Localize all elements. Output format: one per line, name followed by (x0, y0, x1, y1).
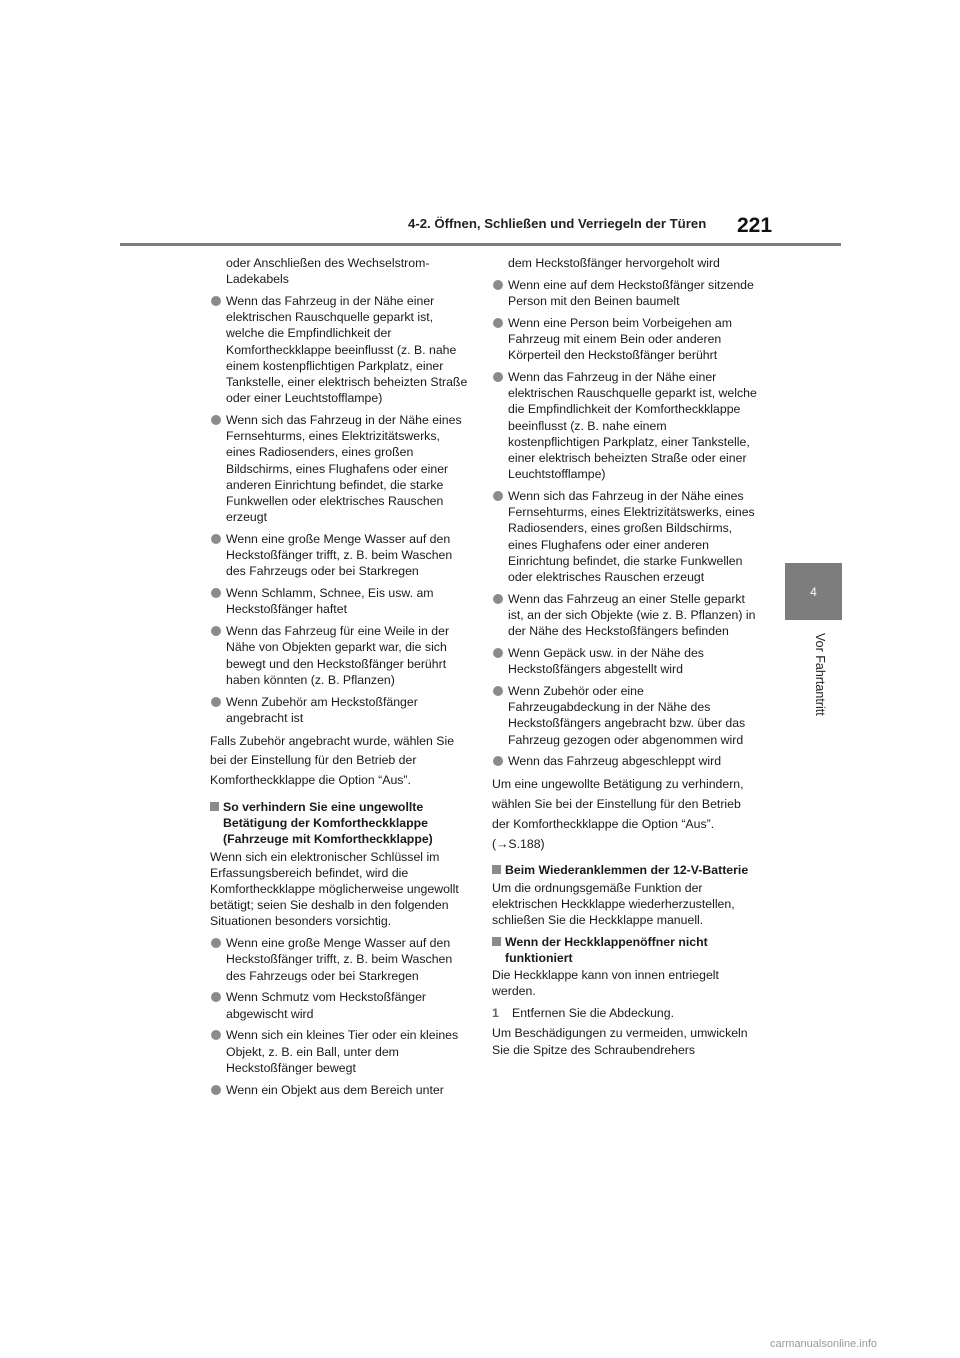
list-item: Wenn sich ein kleines Tier oder ein kleines Objekt, z. B. ein Ball, unter dem Heckstoßfänger bewegt (210, 1027, 472, 1076)
list-item: Wenn Zubehör oder eine Fahrzeugabdeckung in der Nähe des Heckstoßfängers angebracht bzw. über das Fahrzeug gezogen oder abgenommen wird (492, 683, 757, 748)
list-item: Wenn das Fahrzeug für eine Weile in der Nähe von Objekten geparkt war, die sich bewegt und den Heckstoßfänger berührt haben könnten (z. B. Pflanzen) (210, 623, 472, 688)
chapter-label: Vor Fahrtantritt (813, 633, 827, 716)
chapter-tab: 4 (785, 563, 842, 620)
header-divider (120, 243, 841, 246)
step-item: 1 Entfernen Sie die Abdeckung. (492, 1006, 675, 1021)
list-item: Wenn das Fahrzeug in der Nähe einer elektrischen Rauschquelle geparkt ist, welche die Empfindlichkeit der Komfortheckklappe beeinflusst (z. B. nahe einem kostenpflichtigen Parkplatz, einer Tankstelle, einer elektrisch beheizten Straße oder einer Leuchtstofflampe) (492, 369, 757, 482)
bullet-icon (493, 648, 503, 658)
list-item: Wenn Gepäck usw. in der Nähe des Heckstoßfängers abgestellt wird (492, 645, 757, 677)
list-item: Wenn ein Objekt aus dem Bereich unter (210, 1082, 472, 1098)
bullet-icon (493, 491, 503, 501)
square-bullet-icon (492, 937, 501, 946)
subheading: Wenn der Heckklappenöffner nicht funktioniert (492, 934, 757, 966)
continued-item: oder Anschließen des Wechselstrom-Ladekabels (226, 256, 430, 287)
list-item: Wenn das Fahrzeug an einer Stelle geparkt ist, an der sich Objekte (wie z. B. Pflanzen) in der Nähe des Heckstoßfängers befinden (492, 591, 757, 640)
list-item: Wenn Schlamm, Schnee, Eis usw. am Heckstoßfänger haftet (210, 585, 472, 617)
list-item: Wenn sich das Fahrzeug in der Nähe eines Fernsehturms, eines Elektrizitätswerks, eines Radiosenders, eines großen Bildschirms, eines Flughafens oder einer anderen Einrichtung befindet, die starke Funkwellen oder elektrisches Rauschen erzeugt (492, 488, 757, 585)
list-item: Wenn eine große Menge Wasser auf den Heckstoßfänger trifft, z. B. beim Waschen des Fahrzeugs oder bei Starkregen (210, 935, 472, 984)
square-bullet-icon (492, 865, 501, 874)
continued-item: dem Heckstoßfänger hervorgeholt wird (508, 256, 720, 270)
paragraph: Die Heckklappe kann von innen entriegelt werden. (492, 968, 719, 999)
right-column (492, 255, 757, 1063)
bullet-icon (211, 588, 221, 598)
bullet-icon (493, 280, 503, 290)
step-number: 1 (492, 1006, 499, 1021)
list-item: Wenn sich das Fahrzeug in der Nähe eines Fernsehturms, eines Elektrizitätswerks, eines Radiosenders, eines großen Bildschirms, eines Flughafens oder einer anderen Einrichtung befindet, die starke Funkwellen oder elektrisches Rauschen erzeugt (210, 412, 472, 525)
paragraph: Wenn sich ein elektronischer Schlüssel im Erfassungsbereich befindet, wird die Komfortheckklappe möglicherweise ungewollt betätigt; seien Sie deshalb in den folgenden Situationen besonders vorsichtig. (210, 849, 459, 929)
watermark: carmanualsonline.info (770, 1338, 878, 1350)
bullet-icon (211, 415, 221, 425)
subheading: Beim Wiederanklemmen der 12-V-Batterie (492, 862, 757, 878)
bullet-icon (211, 938, 221, 948)
bullet-icon (493, 756, 503, 766)
bullet-icon (493, 372, 503, 382)
bullet-icon (211, 534, 221, 544)
list-item: Wenn das Fahrzeug in der Nähe einer elektrischen Rauschquelle geparkt ist, welche die Empfindlichkeit der Komfortheckklappe beeinflusst (z. B. nahe einem kostenpflichtigen Parkplatz, einer Tankstelle, einer elektrisch beheizten Straße oder einer Leuchtstofflampe) (210, 293, 472, 406)
paragraph: Falls Zubehör angebracht wurde, wählen Sie bei der Einstellung für den Betrieb der Komfortheckklappe die Option “Aus”. (210, 733, 455, 788)
paragraph: Um Beschädigungen zu vermeiden, umwickeln Sie die Spitze des Schraubendrehers (492, 1026, 748, 1057)
section-title: 4-2. Öffnen, Schließen und Verriegeln der Türen (408, 216, 707, 231)
subheading: So verhindern Sie eine ungewollte Betätigung der Komfortheckklappe (Fahrzeuge mit Komfortheckklappe) (210, 799, 472, 848)
bullet-icon (493, 686, 503, 696)
list-item: Wenn Schmutz vom Heckstoßfänger abgewischt wird (210, 989, 472, 1021)
left-column (210, 255, 472, 1103)
square-bullet-icon (210, 802, 219, 811)
list-item: Wenn das Fahrzeug abgeschleppt wird (492, 753, 757, 769)
bullet-icon (493, 594, 503, 604)
bullet-icon (211, 296, 221, 306)
bullet-icon (211, 1085, 221, 1095)
page-number: 221 (737, 214, 773, 237)
bullet-icon (493, 318, 503, 328)
paragraph: Um eine ungewollte Betätigung zu verhindern, wählen Sie bei der Einstellung für den Betrieb der Komfortheckklappe die Option “Aus”. (→S.188) (492, 777, 744, 851)
paragraph: Um die ordnungsgemäße Funktion der elektrischen Heckklappe wiederherzustellen, schließen Sie die Heckklappe manuell. (492, 880, 735, 928)
list-item: Wenn eine auf dem Heckstoßfänger sitzende Person mit den Beinen baumelt (492, 277, 757, 309)
list-item: Wenn eine Person beim Vorbeigehen am Fahrzeug mit einem Bein oder anderen Körperteil den Heckstoßfänger berührt (492, 315, 757, 364)
bullet-icon (211, 992, 221, 1002)
bullet-icon (211, 697, 221, 707)
bullet-icon (211, 1030, 221, 1040)
bullet-icon (211, 626, 221, 636)
list-item: Wenn eine große Menge Wasser auf den Heckstoßfänger trifft, z. B. beim Waschen des Fahrzeugs oder bei Starkregen (210, 531, 472, 580)
list-item: Wenn Zubehör am Heckstoßfänger angebracht ist (210, 694, 472, 726)
